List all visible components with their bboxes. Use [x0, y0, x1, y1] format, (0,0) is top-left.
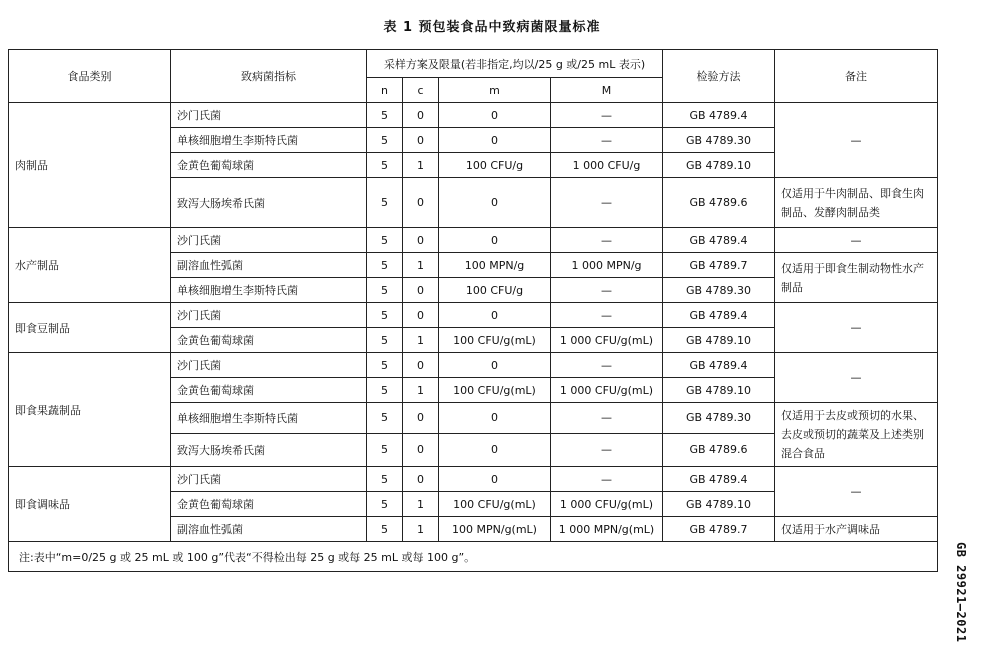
n-cell: 5 — [367, 467, 403, 492]
M-cell: — — [551, 403, 663, 434]
c-cell: 0 — [403, 128, 439, 153]
n-cell: 5 — [367, 492, 403, 517]
c-cell: 1 — [403, 153, 439, 178]
pathogen-cell: 沙门氏菌 — [171, 353, 367, 378]
method-cell: GB 4789.4 — [663, 303, 775, 328]
header-n: n — [367, 78, 403, 103]
M-cell: — — [551, 128, 663, 153]
remark-cell: 仅适用于去皮或预切的水果、去皮或预切的蔬菜及上述类别混合食品 — [775, 403, 938, 467]
standard-number: GB 29921—2021 — [954, 542, 968, 643]
pathogen-cell: 单核细胞增生李斯特氏菌 — [171, 128, 367, 153]
M-cell: 1 000 MPN/g — [551, 253, 663, 278]
pathogen-cell: 沙门氏菌 — [171, 303, 367, 328]
method-cell: GB 4789.30 — [663, 128, 775, 153]
method-cell: GB 4789.30 — [663, 403, 775, 434]
method-cell: GB 4789.10 — [663, 153, 775, 178]
remark-cell: — — [775, 303, 938, 353]
c-cell: 1 — [403, 328, 439, 353]
pathogen-cell: 沙门氏菌 — [171, 103, 367, 128]
category-cell: 即食调味品 — [9, 467, 171, 542]
table-row — [9, 467, 938, 492]
M-cell: — — [551, 353, 663, 378]
header-M: M — [551, 78, 663, 103]
n-cell: 5 — [367, 128, 403, 153]
c-cell: 1 — [403, 378, 439, 403]
remark-cell: — — [775, 467, 938, 517]
m-cell: 100 MPN/g(mL) — [439, 517, 551, 542]
n-cell: 5 — [367, 103, 403, 128]
c-cell: 0 — [403, 433, 439, 466]
pathogen-cell: 金黄色葡萄球菌 — [171, 378, 367, 403]
remark-cell: 仅适用于牛肉制品、即食生肉制品、发酵肉制品类 — [775, 178, 938, 228]
m-cell: 0 — [439, 103, 551, 128]
pathogen-cell: 致泻大肠埃希氏菌 — [171, 433, 367, 466]
M-cell: 1 000 MPN/g(mL) — [551, 517, 663, 542]
pathogen-cell: 沙门氏菌 — [171, 467, 367, 492]
category-cell: 即食豆制品 — [9, 303, 171, 353]
pathogen-cell: 副溶血性弧菌 — [171, 253, 367, 278]
m-cell: 100 CFU/g(mL) — [439, 378, 551, 403]
M-cell: — — [551, 228, 663, 253]
pathogen-cell: 金黄色葡萄球菌 — [171, 153, 367, 178]
method-cell: GB 4789.7 — [663, 517, 775, 542]
pathogen-cell: 沙门氏菌 — [171, 228, 367, 253]
M-cell: 1 000 CFU/g(mL) — [551, 492, 663, 517]
m-cell: 0 — [439, 178, 551, 228]
category-cell: 即食果蔬制品 — [9, 353, 171, 467]
header-pathogen: 致病菌指标 — [171, 50, 367, 103]
method-cell: GB 4789.4 — [663, 353, 775, 378]
method-cell: GB 4789.7 — [663, 253, 775, 278]
header-remark: 备注 — [775, 50, 938, 103]
n-cell: 5 — [367, 433, 403, 466]
c-cell: 0 — [403, 228, 439, 253]
M-cell: — — [551, 467, 663, 492]
M-cell: 1 000 CFU/g(mL) — [551, 328, 663, 353]
n-cell: 5 — [367, 253, 403, 278]
header-c: c — [403, 78, 439, 103]
remark-cell: 仅适用于水产调味品 — [775, 517, 938, 542]
table-title: 表 1 预包装食品中致病菌限量标准 — [383, 20, 601, 35]
table-row — [9, 228, 938, 253]
method-cell: GB 4789.4 — [663, 467, 775, 492]
pathogen-cell: 金黄色葡萄球菌 — [171, 492, 367, 517]
table-note: 注:表中“m=0/25 g 或 25 mL 或 100 g”代表“不得检出每 25 g 或每 25 mL 或每 100 g”。 — [9, 542, 938, 572]
c-cell: 0 — [403, 403, 439, 434]
c-cell: 0 — [403, 278, 439, 303]
m-cell: 0 — [439, 433, 551, 466]
m-cell: 0 — [439, 303, 551, 328]
m-cell: 100 CFU/g — [439, 278, 551, 303]
pathogen-limits-table — [8, 49, 938, 572]
n-cell: 5 — [367, 153, 403, 178]
m-cell: 100 CFU/g — [439, 153, 551, 178]
M-cell: — — [551, 303, 663, 328]
remark-cell: — — [775, 353, 938, 403]
table-row — [9, 303, 938, 328]
M-cell: 1 000 CFU/g(mL) — [551, 378, 663, 403]
c-cell: 1 — [403, 492, 439, 517]
m-cell: 0 — [439, 228, 551, 253]
c-cell: 1 — [403, 517, 439, 542]
remark-cell: — — [775, 228, 938, 253]
M-cell: — — [551, 178, 663, 228]
M-cell: — — [551, 433, 663, 466]
method-cell: GB 4789.4 — [663, 103, 775, 128]
m-cell: 100 MPN/g — [439, 253, 551, 278]
header-category: 食品类别 — [9, 50, 171, 103]
n-cell: 5 — [367, 403, 403, 434]
M-cell: — — [551, 278, 663, 303]
category-cell: 肉制品 — [9, 103, 171, 228]
method-cell: GB 4789.10 — [663, 328, 775, 353]
m-cell: 0 — [439, 467, 551, 492]
method-cell: GB 4789.30 — [663, 278, 775, 303]
pathogen-cell: 致泻大肠埃希氏菌 — [171, 178, 367, 228]
m-cell: 0 — [439, 128, 551, 153]
n-cell: 5 — [367, 178, 403, 228]
n-cell: 5 — [367, 353, 403, 378]
c-cell: 0 — [403, 303, 439, 328]
m-cell: 0 — [439, 353, 551, 378]
m-cell: 0 — [439, 403, 551, 434]
c-cell: 0 — [403, 178, 439, 228]
remark-cell: 仅适用于即食生制动物性水产制品 — [775, 253, 938, 303]
m-cell: 100 CFU/g(mL) — [439, 492, 551, 517]
c-cell: 0 — [403, 103, 439, 128]
header-m: m — [439, 78, 551, 103]
note-row — [9, 542, 938, 572]
c-cell: 0 — [403, 353, 439, 378]
n-cell: 5 — [367, 328, 403, 353]
method-cell: GB 4789.10 — [663, 492, 775, 517]
n-cell: 5 — [367, 517, 403, 542]
pathogen-cell: 单核细胞增生李斯特氏菌 — [171, 403, 367, 434]
method-cell: GB 4789.4 — [663, 228, 775, 253]
remark-cell: — — [775, 103, 938, 178]
c-cell: 1 — [403, 253, 439, 278]
header-method: 检验方法 — [663, 50, 775, 103]
n-cell: 5 — [367, 278, 403, 303]
method-cell: GB 4789.6 — [663, 433, 775, 466]
method-cell: GB 4789.10 — [663, 378, 775, 403]
category-cell: 水产制品 — [9, 228, 171, 303]
pathogen-cell: 副溶血性弧菌 — [171, 517, 367, 542]
M-cell: 1 000 CFU/g — [551, 153, 663, 178]
n-cell: 5 — [367, 303, 403, 328]
table-row — [9, 103, 938, 128]
c-cell: 0 — [403, 467, 439, 492]
m-cell: 100 CFU/g(mL) — [439, 328, 551, 353]
method-cell: GB 4789.6 — [663, 178, 775, 228]
M-cell: — — [551, 103, 663, 128]
pathogen-cell: 单核细胞增生李斯特氏菌 — [171, 278, 367, 303]
pathogen-cell: 金黄色葡萄球菌 — [171, 328, 367, 353]
table-row — [9, 353, 938, 378]
n-cell: 5 — [367, 378, 403, 403]
n-cell: 5 — [367, 228, 403, 253]
header-sampling-plan: 采样方案及限量(若非指定,均以/25 g 或/25 mL 表示) — [367, 50, 663, 78]
